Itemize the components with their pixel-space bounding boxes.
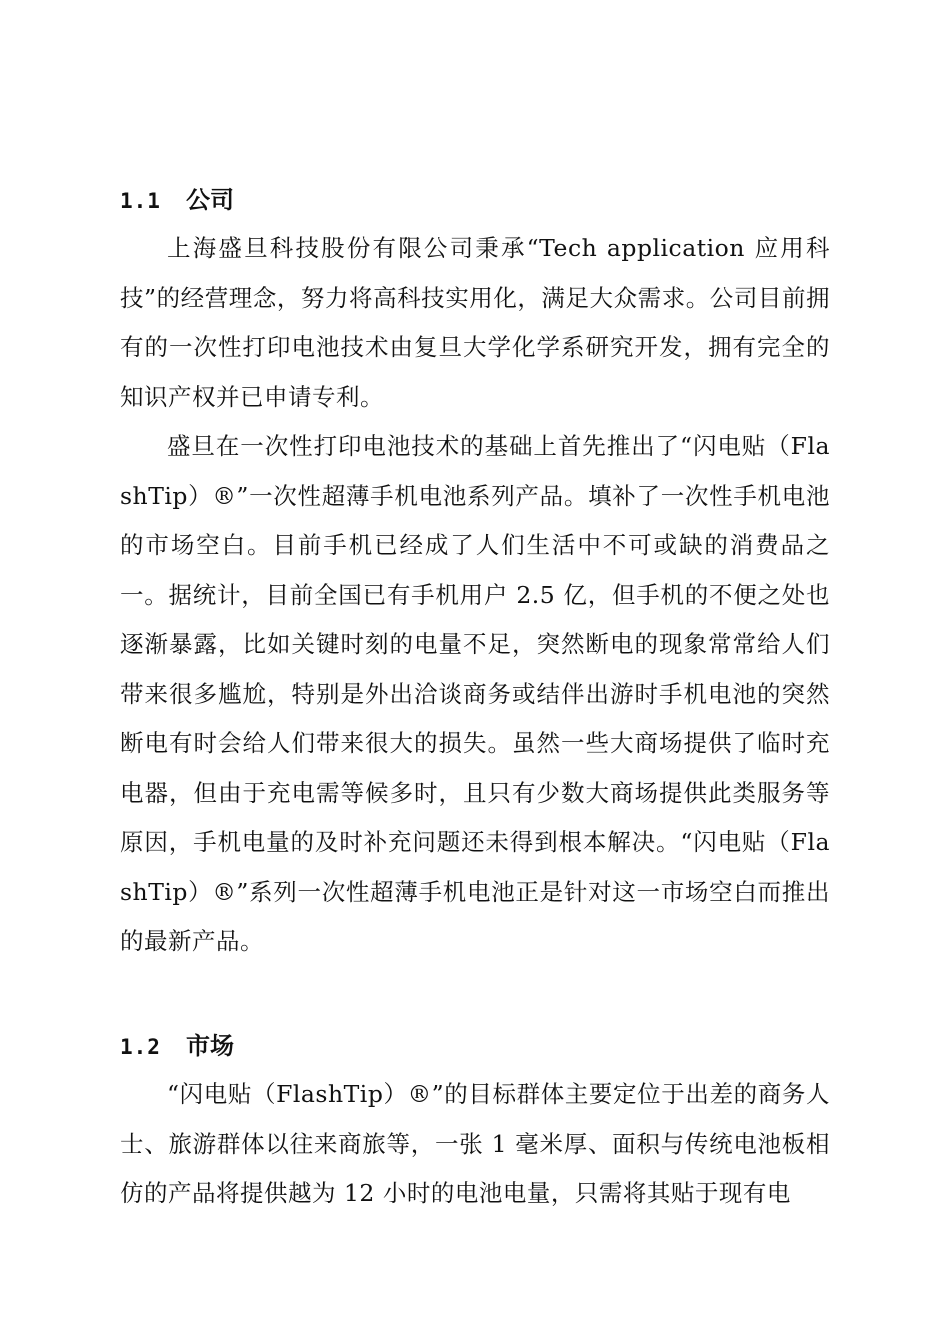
paragraph: “闪电贴（FlashTip）®”的目标群体主要定位于出差的商务人士、旅游群体以往来商旅等，一张 1 毫米厚、面积与传统电池板相仿的产品将提供越为 12 小时的电池电量，只需将其贴于现有电 [120,1080,830,1207]
paragraph: 上海盛旦科技股份有限公司秉承“Tech application 应用科技”的经营理念，努力将高科技实用化，满足大众需求。公司目前拥有的一次性打印电池技术由复旦大学化学系研究开发，拥有完全的知识产权并已申请专利。 [120,234,830,411]
paragraph: 盛旦在一次性打印电池技术的基础上首先推出了“闪电贴（FlashTip）®”一次性超薄手机电池系列产品。填补了一次性手机电池的市场空白。目前手机已经成了人们生活中不可或缺的消费品之一。据统计，目前全国已有手机用户 2.5 亿，但手机的不便之处也逐渐暴露，比如关键时刻的电量不足，突然断电的现象常常给人们带来很多尴尬，特别是外出洽谈商务或结伴出游时手机电池的突然断电有时会给人们带来很大的损失。虽然一些大商场提供了临时充电器，但由于充电需等候多时，且只有少数大商场提供此类服务等原因，手机电量的及时补充问题还未得到根本解决。“闪电贴（FlashTip）®”系列一次性超薄手机电池正是针对这一市场空白而推出的最新产品。 [120,432,830,955]
section-heading [120,178,830,222]
section-market [120,1024,830,1219]
section-number: 1.1 [120,189,161,213]
section-title: 市场 [186,1032,234,1060]
section-number: 1.2 [120,1035,161,1059]
section-title: 公司 [186,186,234,214]
section-heading [120,1024,830,1068]
section-company [120,178,830,967]
